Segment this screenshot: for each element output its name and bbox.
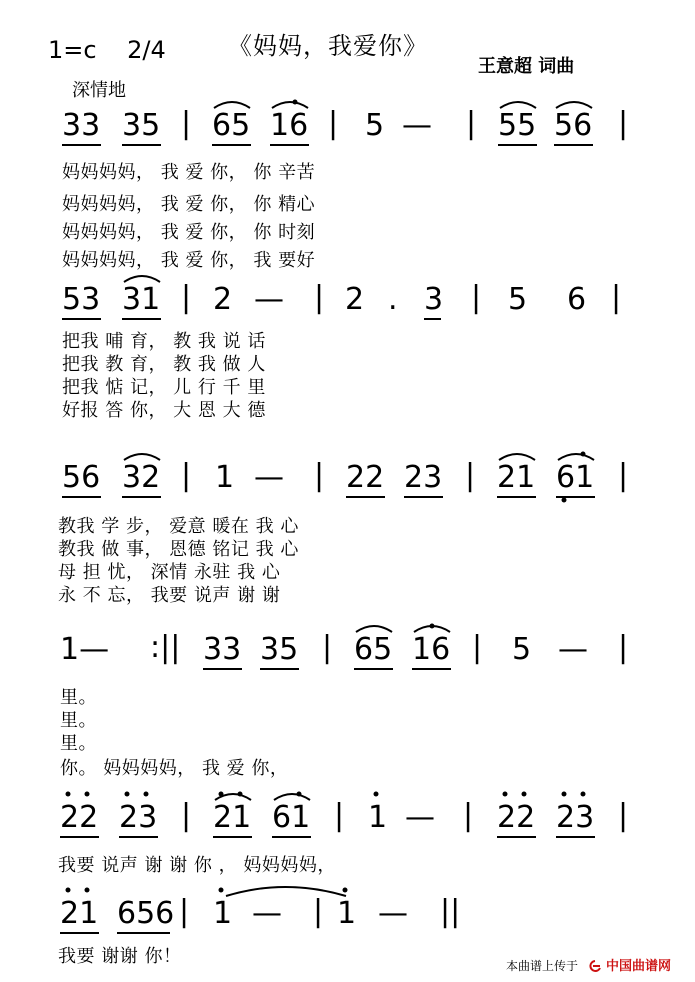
repeat-end: :|| — [150, 630, 181, 665]
dash: — — [378, 896, 408, 931]
octave-dot — [581, 792, 586, 797]
lyric-line: 妈妈妈妈， 我 爱 你， 你 辛苦 — [62, 162, 316, 183]
octave-dot — [503, 792, 508, 797]
note-group: 33 — [62, 108, 101, 143]
barline: | — [322, 630, 333, 665]
lyric-line: 我要 谢谢 你！ — [58, 946, 182, 967]
barline: | — [471, 280, 482, 315]
lyric-line: 教我 做 事， 恩德 铭记 我 心 — [58, 539, 299, 560]
octave-dot — [238, 792, 243, 797]
barline: | — [465, 458, 476, 493]
note-group: 55 — [498, 108, 537, 143]
barline: | — [618, 458, 629, 493]
slur-arc — [124, 276, 160, 282]
low-octave-dot — [562, 498, 567, 503]
slur-arc — [214, 102, 250, 108]
octave-dot — [522, 792, 527, 797]
note: 2 — [213, 282, 233, 317]
octave-dot — [85, 888, 90, 893]
final-barline: || — [440, 894, 461, 929]
barline: | — [181, 458, 192, 493]
note: 5 — [365, 108, 385, 143]
lyric-line: 里。 — [60, 687, 97, 708]
dash: — — [405, 800, 435, 835]
tie-arc — [226, 887, 346, 896]
slur-arc — [274, 794, 310, 800]
lyric-line: 把我 教 育， 教 我 做 人 — [62, 354, 266, 375]
dot: . — [388, 282, 398, 317]
slur-arc — [356, 626, 392, 632]
slur-arc — [499, 454, 535, 460]
octave-dot — [66, 792, 71, 797]
expression-mark: 深情地 — [72, 80, 126, 101]
octave-dot — [374, 792, 379, 797]
octave-dot — [297, 792, 302, 797]
barline: | — [181, 106, 192, 141]
dash: — — [252, 896, 282, 931]
lyric-line: 妈妈妈妈， 我 爱 你， 你 精心 — [62, 194, 316, 215]
note-group: 21 — [497, 460, 536, 495]
octave-dot — [293, 100, 298, 105]
barline: | — [618, 106, 629, 141]
barline: | — [618, 630, 629, 665]
note-group: 23 — [556, 800, 595, 835]
lyric-line: 妈妈妈妈， 我 爱 你， 我 要好 — [62, 250, 316, 271]
note-group: 22 — [346, 460, 385, 495]
upload-note: 本曲谱上传于 — [506, 959, 579, 973]
note-group: 53 — [62, 282, 101, 317]
barline: | — [328, 106, 339, 141]
slur-arc — [272, 102, 308, 108]
lyric-line: 里。 — [60, 710, 97, 731]
dash: — — [558, 632, 588, 667]
lyric-line: 母 担 忧， 深情 永驻 我 心 — [58, 562, 281, 583]
note-group: 23 — [119, 800, 158, 835]
note-group: 65 — [212, 108, 251, 143]
note: 6 — [567, 282, 587, 317]
note-group: 35 — [122, 108, 161, 143]
note-group: 32 — [122, 460, 161, 495]
octave-dot — [430, 624, 435, 629]
note: 1 — [213, 896, 233, 931]
note-group: 56 — [554, 108, 593, 143]
note-group: 16 — [270, 108, 309, 143]
lyric-line: 教我 学 步， 爱意 暖在 我 心 — [58, 516, 299, 537]
note-group: 22 — [497, 800, 536, 835]
note-group: 22 — [60, 800, 99, 835]
barline: | — [181, 798, 192, 833]
dash: — — [254, 460, 284, 495]
site-brand-link[interactable]: 中国曲谱网 — [606, 959, 672, 974]
note-group: 31 — [122, 282, 161, 317]
author-credit: 王意超 词曲 — [478, 56, 575, 77]
lyric-line: 你。 妈妈妈妈， 我 爱 你， — [60, 758, 289, 779]
note: 1 — [215, 460, 235, 495]
barline: | — [313, 894, 324, 929]
time-signature: 2/4 — [127, 36, 166, 64]
note: 1 — [337, 896, 357, 931]
barline: | — [463, 798, 474, 833]
octave-dot — [66, 888, 71, 893]
slur-arc — [556, 102, 592, 108]
key-signature: 1=c 2/4 — [48, 36, 166, 64]
note: 5 — [512, 632, 532, 667]
note-group: 35 — [260, 632, 299, 667]
note-group: 23 — [404, 460, 443, 495]
song-title: 《妈妈，我爱你》 — [228, 32, 428, 60]
octave-dot — [562, 792, 567, 797]
barline: | — [179, 894, 190, 929]
lyric-line: 好报 答 你， 大 恩 大 德 — [62, 400, 266, 421]
lyric-line: 里。 — [60, 733, 97, 754]
barline: | — [472, 630, 483, 665]
slur-arc — [500, 102, 536, 108]
barline: | — [314, 280, 325, 315]
note: 1 — [368, 800, 388, 835]
barline: | — [334, 798, 345, 833]
lyric-line: 把我 惦 记， 儿 行 千 里 — [62, 377, 266, 398]
site-logo-icon — [588, 957, 602, 969]
octave-dot — [85, 792, 90, 797]
lyric-line: 把我 哺 育， 教 我 说 话 — [62, 331, 266, 352]
octave-dot — [219, 792, 224, 797]
barline: | — [611, 280, 622, 315]
note: 3 — [424, 282, 444, 317]
note-group: 656 — [117, 896, 175, 931]
note: 2 — [345, 282, 365, 317]
dash: — — [254, 282, 284, 317]
barline: | — [314, 458, 325, 493]
lyric-line: 我要 说声 谢 谢 你 ， 妈妈妈妈， — [58, 855, 336, 876]
note-group: 21 — [213, 800, 252, 835]
note-group: 33 — [203, 632, 242, 667]
note-group: 21 — [60, 896, 99, 931]
barline: | — [618, 798, 629, 833]
lyric-line: 妈妈妈妈， 我 爱 你， 你 时刻 — [62, 222, 316, 243]
slur-arc — [124, 454, 160, 460]
barline: | — [466, 106, 477, 141]
octave-dot — [581, 452, 586, 457]
slur-arc — [558, 454, 594, 460]
octave-dot — [125, 792, 130, 797]
note-group: 16 — [412, 632, 451, 667]
dash: — — [402, 108, 432, 143]
note-group: 61 — [272, 800, 311, 835]
note-group: 65 — [354, 632, 393, 667]
barline: | — [181, 280, 192, 315]
octave-dot — [343, 888, 348, 893]
octave-dot — [219, 888, 224, 893]
note-group: 56 — [62, 460, 101, 495]
lyric-line: 永 不 忘， 我要 说声 谢 谢 — [58, 585, 281, 606]
note: 5 — [508, 282, 528, 317]
note-group: 1— — [60, 632, 110, 667]
note-group: 61 — [556, 460, 595, 495]
octave-dot — [144, 792, 149, 797]
